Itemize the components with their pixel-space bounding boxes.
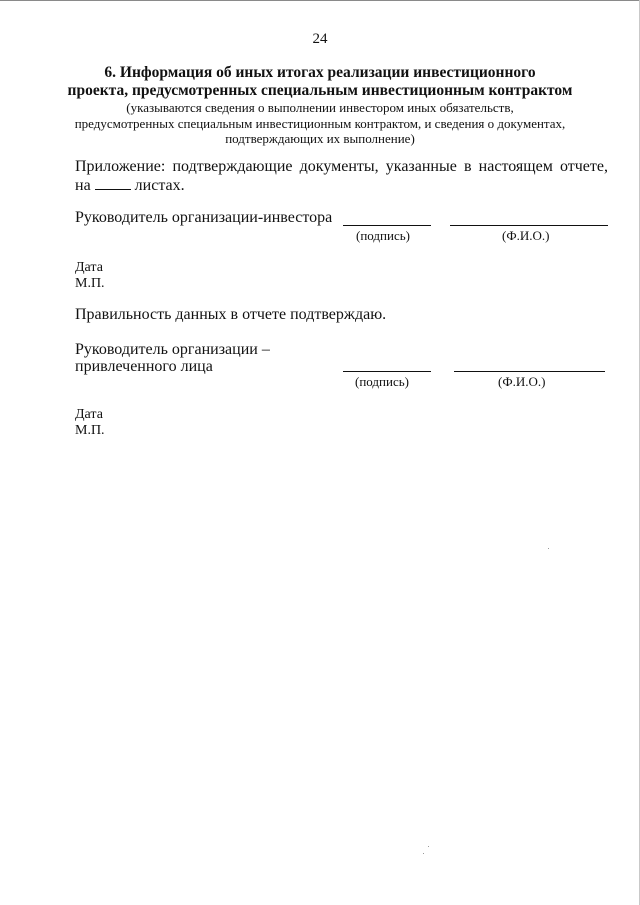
investor-name-caption: (Ф.И.О.) (502, 228, 550, 243)
section-title-line: проекта, предусмотренных специальным инвестиционным контрактом (67, 82, 573, 99)
investor-signature-line (343, 225, 431, 226)
investor-date-label: Дата (75, 260, 103, 275)
section-title-line: 6. Информация об иных итогах реализации инвестиционного (104, 64, 536, 81)
appendix-line: Приложение: подтверждающие документы, указанные в настоящем отчете, (75, 158, 608, 175)
section-subtitle (40, 100, 600, 147)
page-number: 24 (312, 31, 328, 47)
page-top-edge (0, 0, 640, 1)
investor-name-line (450, 225, 608, 226)
attracted-name-line (454, 371, 605, 372)
appendix-sheets-line (75, 176, 608, 195)
section-subtitle-line: подтверждающих их выполнение) (225, 131, 415, 146)
scan-speck (423, 853, 424, 854)
attracted-head-label-line2: привлеченного лица (75, 358, 213, 375)
sheets-count-blank (95, 176, 131, 190)
attracted-head-label-line1: Руководитель организации – (75, 341, 270, 358)
investor-signature-caption: (подпись) (356, 228, 410, 243)
appendix-paragraph (75, 157, 608, 195)
attracted-date-label: Дата (75, 407, 103, 422)
section-subtitle-line: (указываются сведения о выполнении инвестором иных обязательств, (126, 100, 514, 115)
attracted-signature-line (343, 371, 431, 372)
section-subtitle-line: предусмотренных специальным инвестиционным контрактом, и сведения о документах, (74, 115, 566, 131)
scan-speck (548, 548, 549, 549)
section-title (60, 64, 580, 100)
investor-head-label: Руководитель организации-инвестора (75, 209, 333, 226)
attracted-signature-caption: (подпись) (355, 374, 409, 389)
appendix-prefix: на (75, 177, 91, 194)
appendix-suffix: листах. (134, 177, 185, 194)
investor-stamp-label: М.П. (75, 276, 105, 291)
scan-speck (428, 846, 429, 847)
confirmation-text: Правильность данных в отчете подтверждаю. (75, 306, 387, 323)
attracted-stamp-label: М.П. (75, 423, 105, 438)
attracted-name-caption: (Ф.И.О.) (498, 374, 546, 389)
